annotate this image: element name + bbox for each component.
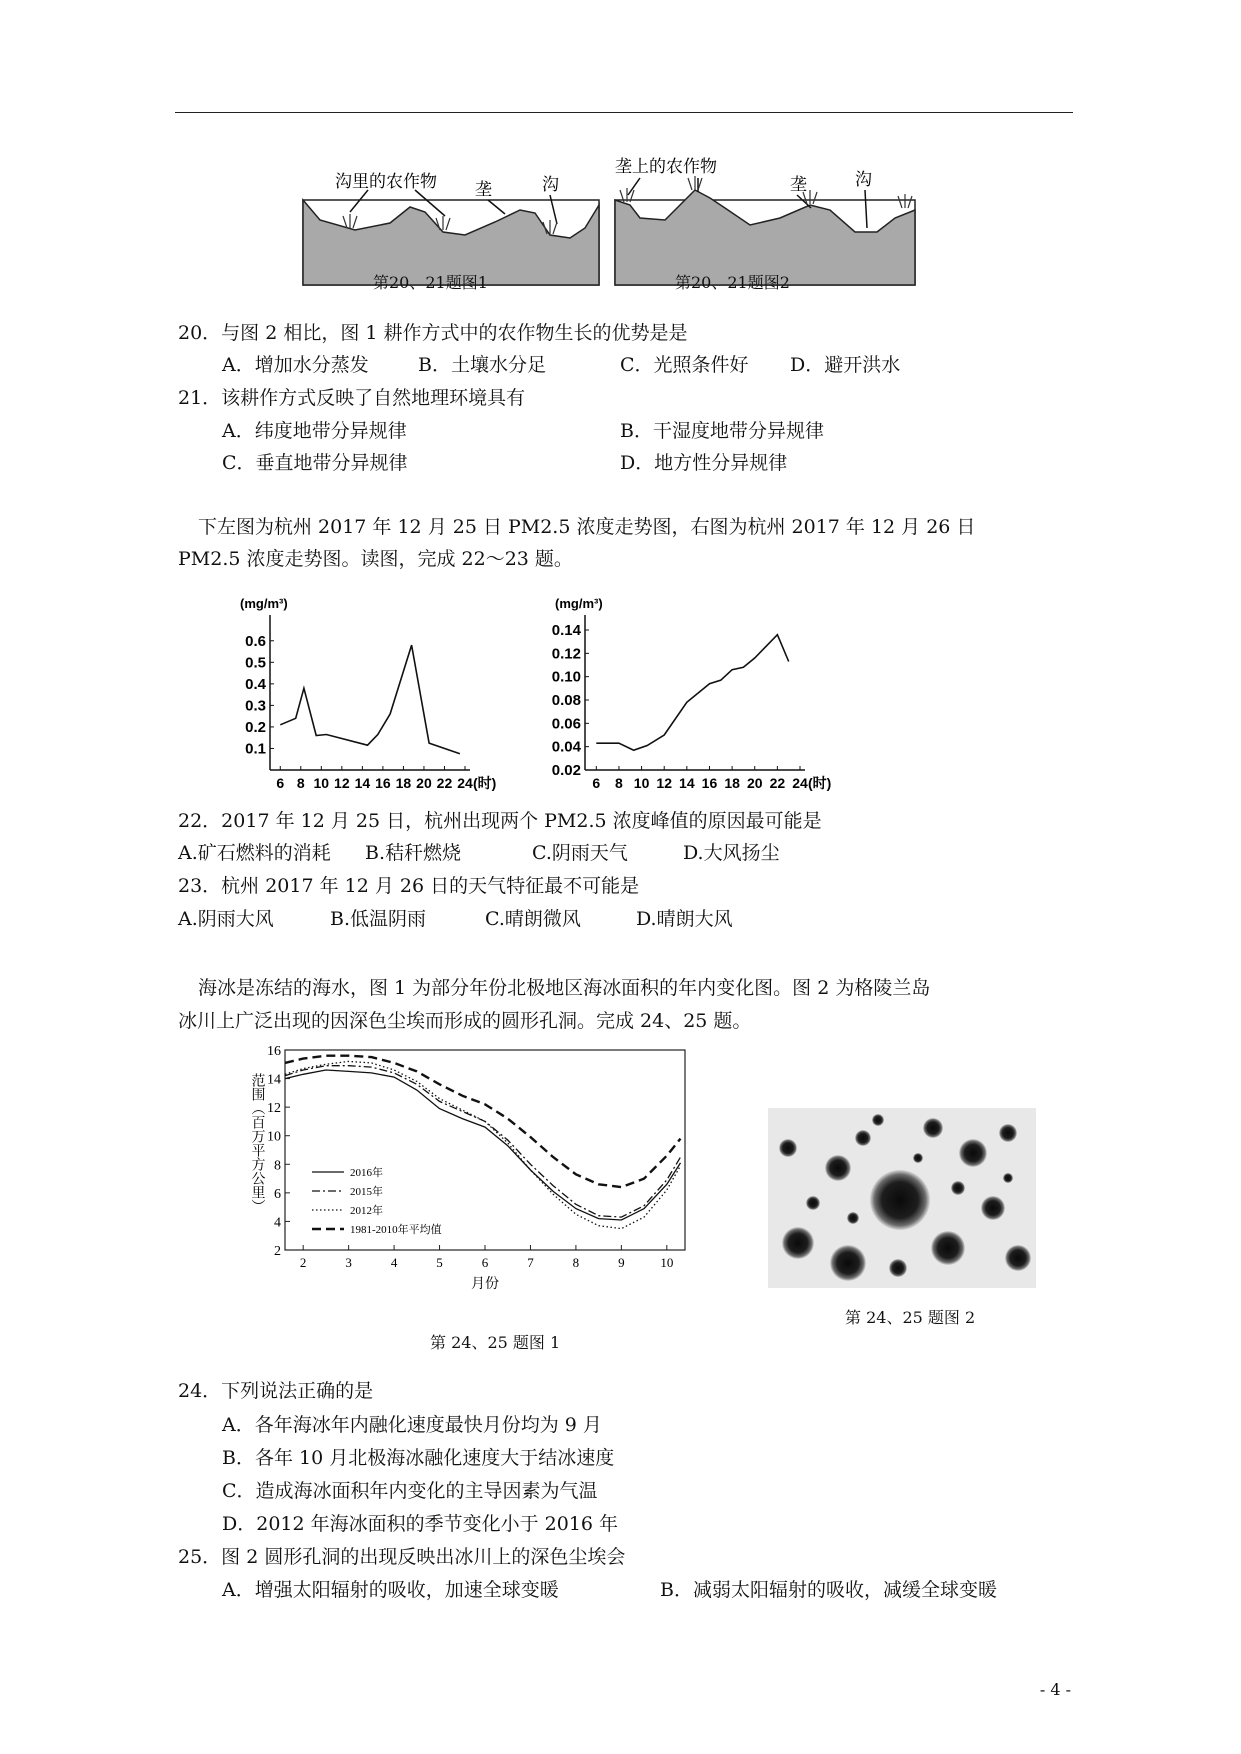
- x-tick-label: 24: [792, 775, 808, 791]
- intro22-line2: PM2.5 浓度走势图。读图，完成 22～23 题。: [178, 548, 573, 570]
- x-tick-label: 6: [481, 1255, 489, 1270]
- x-tick-label: 8: [615, 775, 623, 791]
- pm25-chart-dec25: [225, 595, 505, 795]
- cryoconite-holes-photo: [768, 1108, 1036, 1288]
- y-tick-label: 0.14: [551, 622, 581, 639]
- q24-option-a: A．各年海冰年内融化速度最快月份均为 9 月: [222, 1414, 602, 1436]
- x-tick-label: 3: [345, 1255, 352, 1270]
- fig1-label-furrow: 沟: [542, 175, 559, 195]
- x-tick-label: 22: [769, 775, 786, 791]
- q22-option-c: C.阴雨天气: [532, 842, 628, 864]
- x-tick-label: 20: [416, 775, 432, 791]
- x-tick-label: 10: [313, 775, 330, 791]
- q23-option-d: D.晴朗大风: [636, 908, 733, 930]
- x-tick-label: 4: [390, 1255, 398, 1270]
- sea-ice-chart: [245, 1045, 695, 1315]
- y-tick-label: 10: [267, 1129, 281, 1145]
- fig2-caption: 第20、21题图2: [675, 273, 790, 292]
- intro22-line1: 下左图为杭州 2017 年 12 月 25 日 PM2.5 浓度走势图，右图为杭州 2017 年 12 月 26 日: [198, 516, 976, 538]
- x-tick-label: 12: [334, 775, 350, 791]
- legend-label: 2012年: [350, 1205, 383, 1217]
- x-tick-label: 8: [296, 775, 305, 791]
- q24-option-d: D．2012 年海冰面积的季节变化小于 2016 年: [222, 1513, 619, 1535]
- q21-option-c: C．垂直地带分异规律: [222, 452, 408, 474]
- legend-label: 2016年: [350, 1167, 383, 1179]
- x-tick-label: 22: [436, 775, 453, 791]
- y-tick-label: 0.06: [551, 715, 581, 733]
- series-line-dashed: [285, 1056, 681, 1187]
- x-tick-label: 16: [375, 775, 391, 791]
- y-tick-label: 0.12: [551, 645, 581, 663]
- x-tick-label: 5: [436, 1255, 443, 1270]
- fig1-label-crop: 沟里的农作物: [335, 172, 437, 192]
- y-axis-unit: (mg/m³): [555, 596, 603, 611]
- q23-option-b: B.低温阴雨: [330, 908, 427, 930]
- y-tick-label: 4: [274, 1215, 281, 1231]
- q20-option-b: B．土壤水分足: [418, 354, 546, 376]
- x-tick-label: 14: [354, 775, 371, 791]
- q21-option-a: A．纬度地带分异规律: [222, 420, 407, 442]
- y-tick-label: 0.2: [245, 718, 266, 736]
- q20-stem: 20．与图 2 相比，图 1 耕作方式中的农作物生长的优势是是: [178, 322, 688, 344]
- q23-stem: 23．杭州 2017 年 12 月 26 日的天气特征最不可能是: [178, 875, 640, 897]
- q23-option-a: A.阴雨大风: [178, 908, 274, 930]
- series-line-dotted: [285, 1061, 681, 1228]
- x-tick-label: 6: [592, 775, 601, 791]
- q24-stem: 24．下列说法正确的是: [178, 1380, 374, 1402]
- y-tick-label: 12: [267, 1101, 281, 1117]
- y-tick-label: 0.4: [245, 675, 266, 693]
- q25-stem: 25．图 2 圆形孔洞的出现反映出冰川上的深色尘埃会: [178, 1546, 626, 1568]
- y-tick-label: 0.08: [551, 692, 581, 709]
- x-tick-label: 2: [299, 1255, 307, 1270]
- y-tick-label: 0.04: [551, 738, 581, 756]
- plot-frame: [285, 1050, 685, 1250]
- series-line-solid: [285, 1070, 681, 1220]
- x-tick-label: 8: [572, 1255, 580, 1270]
- x-axis-label: 月份: [471, 1277, 499, 1292]
- page-number: - 4 -: [1039, 1680, 1071, 1699]
- intro24-line2: 冰川上广泛出现的因深色尘埃而形成的圆形孔洞。完成 24、25 题。: [178, 1010, 752, 1032]
- intro24-line1: 海冰是冻结的海水，图 1 为部分年份北极地区海冰面积的年内变化图。图 2 为格陵兰岛: [198, 977, 931, 999]
- q24-option-b: B．各年 10 月北极海冰融化速度大于结冰速度: [222, 1447, 615, 1469]
- q21-option-d: D．地方性分异规律: [620, 452, 788, 474]
- fig1-label-ridge: 垄: [475, 180, 492, 200]
- y-axis-label: 范围（百万平方公里）: [249, 1073, 265, 1213]
- x-tick-label: 10: [660, 1255, 674, 1270]
- y-tick-label: 0.10: [551, 668, 581, 686]
- q20-option-c: C．光照条件好: [620, 354, 749, 376]
- figure-1-drawing: [303, 172, 599, 285]
- y-tick-label: 16: [267, 1045, 281, 1059]
- y-tick-label: 6: [274, 1186, 281, 1202]
- q23-option-c: C.晴朗微风: [485, 908, 581, 930]
- q21-option-b: B．干湿度地带分异规律: [620, 420, 824, 442]
- y-tick-label: 0.1: [245, 740, 266, 758]
- q25-option-a: A．增强太阳辐射的吸收，加速全球变暖: [222, 1579, 559, 1601]
- series-line-dashdot: [285, 1066, 681, 1217]
- q25-option-b: B．减弱太阳辐射的吸收，减缓全球变暖: [660, 1579, 997, 1601]
- q22-option-d: D.大风扬尘: [683, 842, 780, 864]
- y-tick-label: 2: [274, 1244, 281, 1259]
- x-tick-label: 12: [656, 775, 672, 791]
- y-tick-label: 14: [267, 1072, 281, 1088]
- pm25-chart-dec26: [535, 595, 845, 795]
- x-tick-label: 18: [395, 775, 412, 791]
- y-tick-label: 0.02: [551, 762, 581, 779]
- x-axis-unit: (时): [473, 775, 497, 791]
- q20-option-a: A．增加水分蒸发: [222, 354, 369, 376]
- pm25-series-line: [596, 635, 788, 751]
- pm25-series-line: [280, 645, 460, 754]
- header-rule: [175, 112, 1073, 113]
- q20-option-d: D．避开洪水: [790, 354, 901, 376]
- fig2-label-crop: 垄上的农作物: [615, 157, 717, 177]
- x-tick-label: 18: [724, 775, 740, 791]
- q22-option-a: A.矿石燃料的消耗: [178, 842, 331, 864]
- fig2-label-ridge: 垄: [790, 175, 807, 195]
- legend-label: 2015年: [350, 1186, 383, 1198]
- x-tick-label: 16: [701, 775, 718, 791]
- x-tick-label: 7: [527, 1255, 534, 1270]
- x-axis-unit: (时): [808, 775, 832, 791]
- y-tick-label: 8: [274, 1158, 281, 1174]
- q22-option-b: B.秸秆燃烧: [365, 842, 462, 864]
- figure-2-drawing: [615, 157, 915, 285]
- legend-label: 1981-2010年平均值: [350, 1224, 442, 1236]
- x-tick-label: 6: [276, 775, 285, 791]
- x-tick-label: 10: [633, 775, 650, 791]
- fig2-label-furrow: 沟: [855, 170, 872, 190]
- q24-option-c: C．造成海冰面积年内变化的主导因素为气温: [222, 1480, 598, 1502]
- y-axis-unit: (mg/m³): [240, 596, 288, 611]
- y-tick-label: 0.5: [245, 654, 266, 672]
- x-tick-label: 24: [457, 775, 473, 791]
- x-tick-label: 14: [679, 775, 695, 791]
- y-tick-label: 0.6: [245, 632, 266, 650]
- x-tick-label: 9: [618, 1255, 625, 1270]
- y-tick-label: 0.3: [245, 697, 266, 715]
- q22-stem: 22．2017 年 12 月 25 日，杭州出现两个 PM2.5 浓度峰值的原因最可能是: [178, 810, 822, 832]
- x-tick-label: 20: [746, 775, 763, 791]
- q21-stem: 21．该耕作方式反映了自然地理环境具有: [178, 387, 526, 409]
- fig1-caption: 第20、21题图1: [373, 273, 488, 292]
- fig24-2-caption: 第 24、25 题图 2: [845, 1308, 976, 1327]
- fig24-1-caption: 第 24、25 题图 1: [430, 1333, 561, 1352]
